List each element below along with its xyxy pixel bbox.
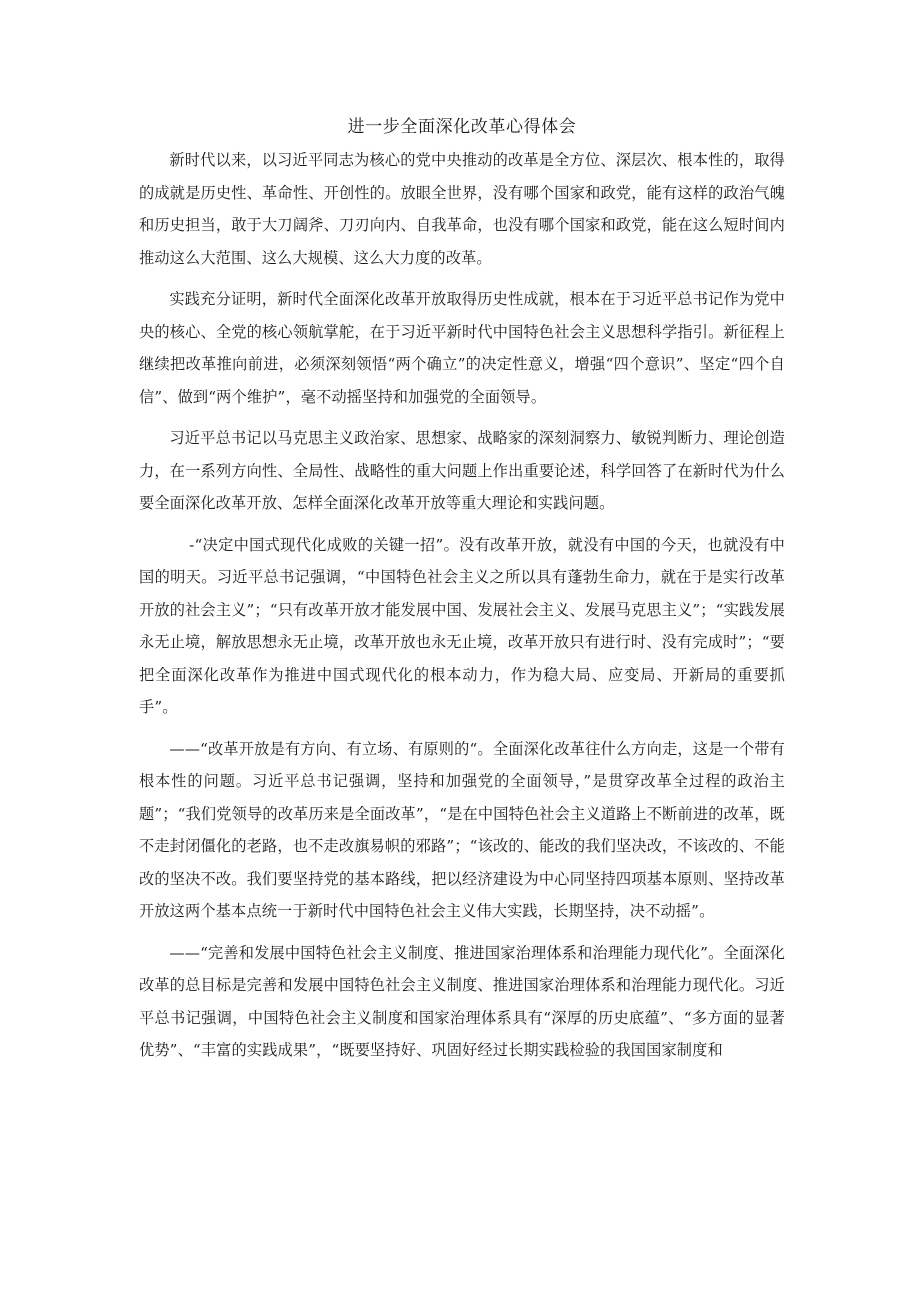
paragraph-6: ——“完善和发展中国特色社会主义制度、推进国家治理体系和治理能力现代化”。全面深化改革的总目标是完善和发展中国特色社会主义制度、推进国家治理体系和治理能力现代化。习近平总书记强调，中国特色社会主义制度和国家治理体系具有“深厚的历史底蕴”、“多方面的显著优势”、“丰富的实践成果”，“既要坚持好、巩固好经过长期实践检验的我国国家制度和 [139, 943, 785, 1059]
paragraph-2: 实践充分证明，新时代全面深化改革开放取得历史性成就，根本在于习近平总书记作为党中央的核心、全党的核心领航掌舵，在于习近平新时代中国特色社会主义思想科学指引。新征程上继续把改革推向前进，必须深刻领悟“两个确立”的决定性意义，增强“四个意识”、坚定“四个自信”、做到“两个维护”，毫不动摇坚持和加强党的全面领导。 [139, 290, 785, 406]
paragraph-5: ——“改革开放是有方向、有立场、有原则的“。全面深化改革往什么方向走，这是一个带有根本性的问题。习近平总书记强调，坚持和加强党的全面领导，”是贯穿改革全过程的政治主题”；“我们党领导的改革历来是全面改革”，“是在中国特色社会主义道路上不断前进的改革，既不走封闭僵化的老路，也不走改旗易帜的邪路”；“该改的、能改的我们坚决改，不该改的、不能改的坚决不改。我们要坚持党的基本路线，把以经济建设为中心同坚持四项基本原则、坚持改革开放这两个基本点统一于新时代中国特色社会主义伟大实践，长期坚持，决不动摇”。 [139, 739, 785, 920]
paragraph-3: 习近平总书记以马克思主义政治家、思想家、战略家的深刻洞察力、敏锐判断力、理论创造力，在一系列方向性、全局性、战略性的重大问题上作出重要论述，科学回答了在新时代为什么要全面深化改革开放、怎样全面深化改革开放等重大理论和实践问题。 [139, 429, 785, 512]
paragraph-4: -“决定中国式现代化成败的关键一招”。没有改革开放，就没有中国的今天，也就没有中国的明天。习近平总书记强调，“中国特色社会主义之所以具有蓬勃生命力，就在于是实行改革开放的社会主义”；“只有改革开放才能发展中国、发展社会主义、发展马克思主义”；“实践发展永无止境，解放思想永无止境，改革开放也永无止境，改革开放只有进行时、没有完成时”；“要把全面深化改革作为推进中国式现代化的根本动力，作为稳大局、应变局、开新局的重要抓手”。 [139, 535, 785, 716]
paragraph-1: 新时代以来，以习近平同志为核心的党中央推动的改革是全方位、深层次、根本性的，取得的成就是历史性、革命性、开创性的。放眼全世界，没有哪个国家和政党，能有这样的政治气魄和历史担当，敢于大刀阔斧、刀刃向内、自我革命，也没有哪个国家和政党，能在这么短时间内推动这么大范围、这么大规模、这么大力度的改革。 [139, 151, 785, 267]
document-title: 进一步全面深化改革心得体会 [347, 117, 577, 137]
document-page [139, 110, 785, 1076]
